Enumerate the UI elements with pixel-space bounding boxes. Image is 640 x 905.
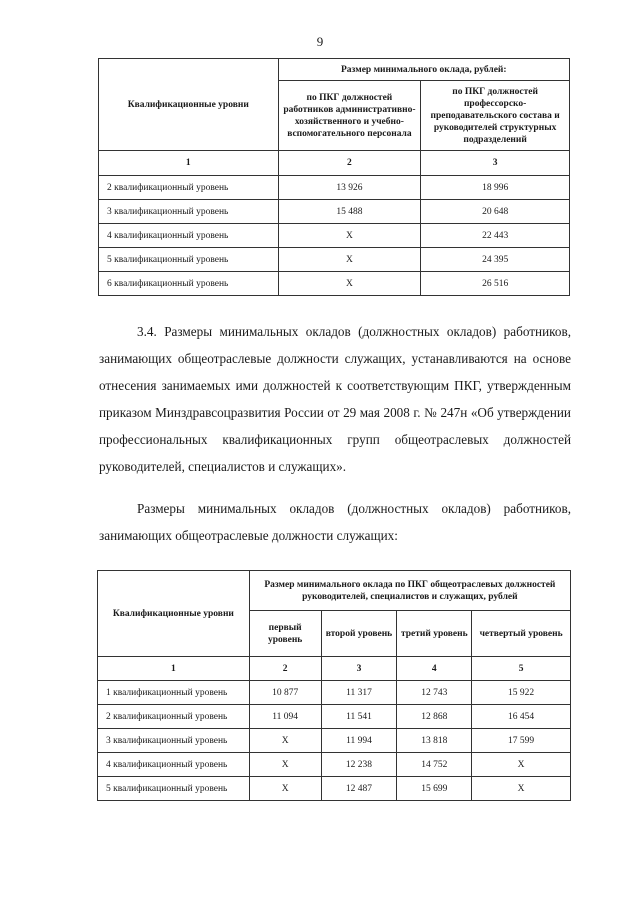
value-cell: 18 996 — [421, 176, 570, 200]
value-cell: 12 743 — [397, 681, 472, 705]
value-cell: 20 648 — [421, 200, 570, 224]
value-cell: 11 541 — [321, 705, 397, 729]
level-cell: 5 квалификационный уровень — [99, 248, 279, 272]
column-number: 5 — [472, 657, 571, 681]
level-cell: 1 квалификационный уровень — [98, 681, 250, 705]
table-row — [98, 705, 571, 729]
value-cell: Х — [249, 753, 321, 777]
table-row — [99, 224, 570, 248]
value-cell: Х — [278, 224, 421, 248]
level-cell: 4 квалификационный уровень — [98, 753, 250, 777]
page-number: 9 — [316, 34, 324, 49]
paragraph-3-4: 3.4. Размеры минимальных окладов (должностных окладов) работников, занимающих общеотраслевые должности служащих, устанавливаются на основе отнесения занимаемых ими должностей к соответствующим ПКГ, утвержденным приказом Минздравсоцразвития России от 29 мая 2008 г. № 247н «Об утверждении профессиональных квалификационных групп общеотраслевых должностей руководителей, специалистов и служащих». — [99, 324, 571, 474]
level-cell: 3 квалификационный уровень — [98, 729, 250, 753]
salary-table-general — [97, 570, 571, 801]
table-row — [99, 272, 570, 296]
levels-header: Квалификационные уровни — [99, 59, 279, 151]
group-header: Размер минимального оклада по ПКГ общеотраслевых должностей руководителей, специалистов и служащих, рублей — [249, 571, 570, 611]
table-row — [98, 729, 571, 753]
value-cell: 26 516 — [421, 272, 570, 296]
value-cell: 11 317 — [321, 681, 397, 705]
column-number-row — [99, 151, 570, 176]
value-cell: Х — [249, 729, 321, 753]
value-cell: Х — [278, 248, 421, 272]
level-cell: 4 квалификационный уровень — [99, 224, 279, 248]
value-cell: 12 868 — [397, 705, 472, 729]
column-number: 2 — [249, 657, 321, 681]
value-cell: 10 877 — [249, 681, 321, 705]
column-number: 2 — [278, 151, 421, 176]
value-cell: 15 488 — [278, 200, 421, 224]
table-row — [99, 176, 570, 200]
level-cell: 2 квалификационный уровень — [99, 176, 279, 200]
column-number: 4 — [397, 657, 472, 681]
col-header: первый уровень — [249, 611, 321, 657]
table-row — [99, 248, 570, 272]
paragraph-intro: Размеры минимальных окладов (должностных окладов) работников, занимающих общеотраслевые должности служащих: — [99, 501, 571, 543]
table-row — [99, 200, 570, 224]
col-header: третий уровень — [397, 611, 472, 657]
value-cell: Х — [472, 753, 571, 777]
value-cell: 16 454 — [472, 705, 571, 729]
levels-header: Квалификационные уровни — [98, 571, 250, 657]
value-cell: 11 094 — [249, 705, 321, 729]
value-cell: Х — [472, 777, 571, 801]
level-cell: 5 квалификационный уровень — [98, 777, 250, 801]
column-number: 3 — [321, 657, 397, 681]
col-header: четвертый уровень — [472, 611, 571, 657]
level-cell: 6 квалификационный уровень — [99, 272, 279, 296]
value-cell: 24 395 — [421, 248, 570, 272]
value-cell: Х — [278, 272, 421, 296]
level-cell: 3 квалификационный уровень — [99, 200, 279, 224]
table-row — [98, 753, 571, 777]
value-cell: 13 926 — [278, 176, 421, 200]
value-cell: Х — [249, 777, 321, 801]
col-header: по ПКГ должностей работников административно-хозяйственного и учебно-вспомогательного персонала — [278, 81, 421, 151]
value-cell: 15 699 — [397, 777, 472, 801]
group-header: Размер минимального оклада, рублей: — [278, 59, 569, 81]
value-cell: 12 238 — [321, 753, 397, 777]
col-header: второй уровень — [321, 611, 397, 657]
value-cell: 17 599 — [472, 729, 571, 753]
value-cell: 15 922 — [472, 681, 571, 705]
level-cell: 2 квалификационный уровень — [98, 705, 250, 729]
salary-table-staff — [98, 58, 570, 296]
value-cell: 14 752 — [397, 753, 472, 777]
value-cell: 13 818 — [397, 729, 472, 753]
value-cell: 12 487 — [321, 777, 397, 801]
column-number: 1 — [99, 151, 279, 176]
table-row — [98, 777, 571, 801]
column-number-row — [98, 657, 571, 681]
column-number: 1 — [98, 657, 250, 681]
value-cell: 22 443 — [421, 224, 570, 248]
table-row — [98, 681, 571, 705]
column-number: 3 — [421, 151, 570, 176]
value-cell: 11 994 — [321, 729, 397, 753]
col-header: по ПКГ должностей профессорско-преподавательского состава и руководителей структурных подразделений — [421, 81, 570, 151]
